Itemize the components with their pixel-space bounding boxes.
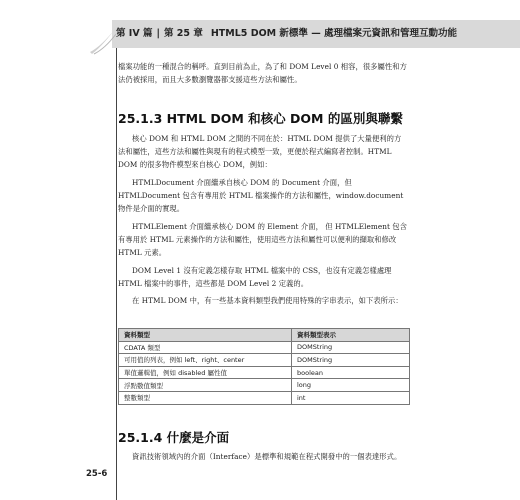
- table-header-cell: 資料類型表示: [292, 329, 410, 342]
- table-cell: 浮點數值類型: [119, 379, 292, 392]
- table-cell: 整數類型: [119, 391, 292, 404]
- table-row: [119, 391, 410, 404]
- paragraph: HTMLDocument 介面繼承自核心 DOM 的 Document 介面，但 HTMLDocument 包含有專用於 HTML 檔案操作的方法和屬性，window.document 物件是介面的實現。: [118, 178, 404, 214]
- table-cell: boolean: [292, 366, 410, 379]
- table-row: [119, 354, 410, 367]
- page-header: [0, 20, 520, 48]
- margin-rule: [116, 48, 117, 500]
- chapter-title: HTML5 DOM 新標準 — 處理檔案元資訊和管理互動功能: [210, 28, 458, 39]
- part-label: 第 IV 篇: [116, 28, 153, 39]
- section-heading: 25.1.4 什麼是介面: [118, 430, 230, 445]
- paragraph: DOM Level 1 沒有定義怎樣存取 HTML 檔案中的 CSS，也沒有定義怎樣處理 HTML 檔案中的事件，這些都是 DOM Level 2 定義的。: [118, 266, 392, 289]
- paragraph: HTMLElement 介面繼承核心 DOM 的 Element 介面， 但 HTMLElement 包含有專用於 HTML 元素操作的方法和屬性，使用這些方法和屬性可以便利的擷取和修改 HTML 元素。: [118, 222, 408, 258]
- table-cell: long: [292, 379, 410, 392]
- table-cell: CDATA 類型: [119, 341, 292, 354]
- table-row: [119, 341, 410, 354]
- table-row: [119, 366, 410, 379]
- chapter-label: 第 25 章: [164, 28, 203, 39]
- swoosh-icon: [88, 26, 118, 56]
- table-header-cell: 資料類型: [119, 329, 292, 342]
- table-cell: int: [292, 391, 410, 404]
- paragraph: 資訊技術領域內的介面（Interface）是標準和規範在程式開發中的一個表達形式。: [132, 452, 402, 461]
- table-header-row: [119, 329, 410, 342]
- table-cell: DOMString: [292, 354, 410, 367]
- table-cell: 可用值的列表，例如 left、right、center: [119, 354, 292, 367]
- paragraph: 在 HTML DOM 中，有一些基本資料類型我們使用特殊的字串表示，如下表所示：: [132, 296, 403, 305]
- table-cell: 單值邏輯值，例如 disabled 屬性值: [119, 366, 292, 379]
- section-heading: 25.1.3 HTML DOM 和核心 DOM 的區別與聯繫: [118, 111, 403, 126]
- running-head: 第 IV 篇 | 第 25 章 HTML5 DOM 新標準 — 處理檔案元資訊和管理互動功能: [116, 28, 458, 39]
- data-type-table: [118, 328, 410, 405]
- paragraph: 檔案功能的一種混合的稱呼。直到目前為止，為了和 DOM Level 0 相容，很多屬性和方法仍被採用，而且大多數瀏覽器都支援這些方法和屬性。: [118, 62, 407, 85]
- page-number: 25-6: [86, 469, 108, 479]
- table-cell: DOMString: [292, 341, 410, 354]
- paragraph: 核心 DOM 和 HTML DOM 之間的不同在於：HTML DOM 提供了大量便利的方法和屬性，這些方法和屬性與現有的程式模型一致，更便於程式編寫者控制。HTML DOM 的很多物件模型來自核心 DOM，例如：: [118, 134, 402, 170]
- table-row: [119, 379, 410, 392]
